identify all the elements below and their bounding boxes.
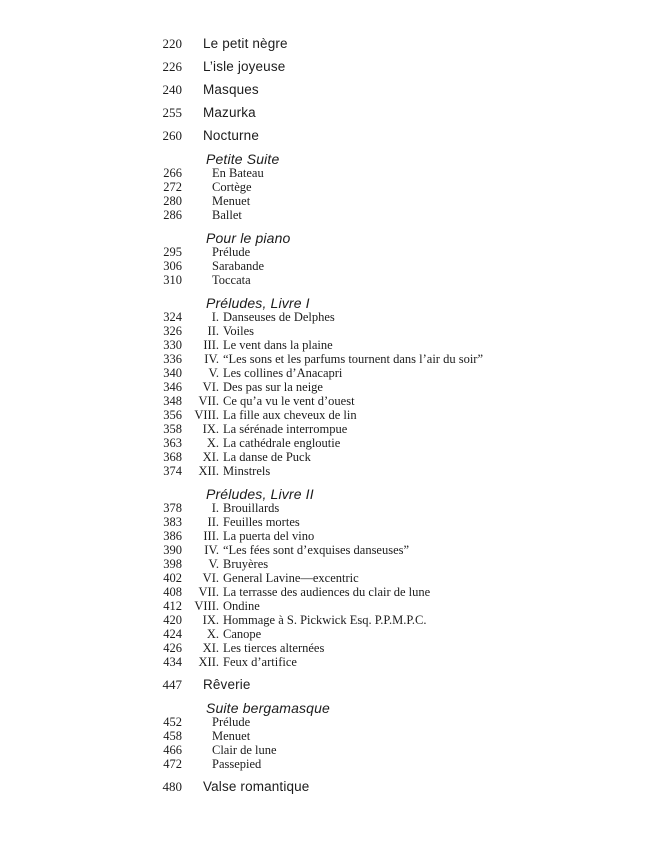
prelude-title: Ondine	[223, 599, 260, 613]
prelude-numeral: V.	[208, 557, 219, 571]
toc-entry	[0, 380, 648, 394]
prelude-numeral: V.	[208, 366, 219, 380]
prelude-title: Les collines d’Anacapri	[223, 366, 343, 380]
toc-entry	[0, 245, 648, 259]
page-number: 340	[163, 366, 182, 380]
prelude-numeral: III.	[203, 338, 219, 352]
toc-entry	[0, 599, 648, 613]
page-number: 336	[163, 352, 182, 366]
prelude-title: General Lavine—excentric	[223, 571, 359, 585]
toc-entry	[0, 436, 648, 450]
toc-entry	[0, 715, 648, 729]
prelude-title: La terrasse des audiences du clair de lune	[223, 585, 431, 599]
toc-entry	[0, 338, 648, 352]
page-number: 412	[163, 599, 182, 613]
toc-entry	[0, 515, 648, 529]
toc-entry	[0, 194, 648, 208]
toc-entry	[0, 166, 648, 180]
page-number: 346	[163, 380, 182, 394]
work-title: Masques	[203, 82, 259, 97]
toc-section-header	[0, 296, 648, 310]
page-number: 402	[163, 571, 182, 585]
prelude-title: Le vent dans la plaine	[223, 338, 333, 352]
prelude-title: Voiles	[223, 324, 255, 338]
prelude-title: La sérénade interrompue	[223, 422, 348, 436]
prelude-numeral: XI.	[202, 641, 219, 655]
toc-entry	[0, 501, 648, 515]
toc-entry	[0, 678, 648, 692]
toc-entry	[0, 324, 648, 338]
toc-entry	[0, 529, 648, 543]
page-number: 226	[162, 59, 182, 74]
toc-entry	[0, 464, 648, 478]
toc-entry	[0, 83, 648, 97]
prelude-numeral: VI.	[202, 380, 219, 394]
page-number: 280	[163, 194, 182, 208]
page-number: 326	[163, 324, 182, 338]
work-title: Le petit nègre	[203, 36, 288, 51]
toc-section-header	[0, 152, 648, 166]
toc-entry	[0, 259, 648, 273]
toc-entry	[0, 627, 648, 641]
page-number: 348	[163, 394, 182, 408]
page-number: 330	[163, 338, 182, 352]
section-title: Préludes, Livre II	[206, 486, 314, 502]
toc-entry	[0, 743, 648, 757]
prelude-title: Hommage à S. Pickwick Esq. P.P.M.P.C.	[223, 613, 427, 627]
page-number: 306	[163, 259, 182, 273]
section-title: Suite bergamasque	[206, 700, 330, 716]
toc-entry	[0, 585, 648, 599]
work-title: Valse romantique	[203, 779, 310, 794]
movement-title: Passepied	[212, 757, 262, 771]
prelude-title: Canope	[223, 627, 262, 641]
movement-title: Prélude	[212, 245, 251, 259]
work-title: L’isle joyeuse	[203, 59, 286, 74]
page-number: 272	[163, 180, 182, 194]
page-number: 386	[163, 529, 182, 543]
toc-entry	[0, 450, 648, 464]
work-title: Mazurka	[203, 105, 256, 120]
page-number: 458	[163, 729, 182, 743]
prelude-title: Ce qu’a vu le vent d’ouest	[223, 394, 355, 408]
toc-entry	[0, 352, 648, 366]
prelude-title: La fille aux cheveux de lin	[223, 408, 357, 422]
movement-title: Menuet	[212, 729, 251, 743]
prelude-title: La danse de Puck	[223, 450, 311, 464]
prelude-numeral: I.	[211, 501, 219, 515]
toc-entry	[0, 310, 648, 324]
prelude-numeral: VII.	[198, 394, 219, 408]
page-number: 420	[163, 613, 182, 627]
page-number: 378	[163, 501, 182, 515]
prelude-title: Minstrels	[223, 464, 271, 478]
movement-title: Ballet	[212, 208, 242, 222]
toc-entry	[0, 60, 648, 74]
prelude-title: Feux d’artifice	[223, 655, 297, 669]
movement-title: Toccata	[212, 273, 251, 287]
toc-entry	[0, 543, 648, 557]
page-number: 255	[162, 105, 182, 120]
prelude-numeral: X.	[206, 627, 219, 641]
prelude-numeral: VI.	[202, 571, 219, 585]
work-title: Nocturne	[203, 128, 259, 143]
toc-entry	[0, 208, 648, 222]
page-number: 447	[162, 677, 182, 692]
page-number: 424	[163, 627, 182, 641]
movement-title: Sarabande	[212, 259, 265, 273]
prelude-title: Bruyères	[223, 557, 269, 571]
prelude-numeral: XII.	[198, 655, 219, 669]
prelude-title: Danseuses de Delphes	[223, 310, 335, 324]
prelude-title: “Les fées sont d’exquises danseuses”	[223, 543, 410, 557]
prelude-numeral: VII.	[198, 585, 219, 599]
page-number: 408	[163, 585, 182, 599]
toc-entry	[0, 557, 648, 571]
prelude-numeral: IV.	[204, 352, 219, 366]
prelude-title: La puerta del vino	[223, 529, 315, 543]
prelude-numeral: IX.	[202, 422, 219, 436]
prelude-numeral: II.	[207, 515, 219, 529]
page-number: 368	[163, 450, 182, 464]
page-number: 363	[163, 436, 182, 450]
prelude-title: La cathédrale engloutie	[223, 436, 341, 450]
toc-entry	[0, 106, 648, 120]
page-number: 480	[162, 779, 182, 794]
toc-entry	[0, 408, 648, 422]
prelude-numeral: XII.	[198, 464, 219, 478]
movement-title: Menuet	[212, 194, 251, 208]
page-number: 356	[163, 408, 182, 422]
prelude-numeral: III.	[203, 529, 219, 543]
section-title: Préludes, Livre I	[206, 295, 310, 311]
prelude-title: Brouillards	[223, 501, 280, 515]
toc-entry	[0, 394, 648, 408]
prelude-numeral: IV.	[204, 543, 219, 557]
toc-entry	[0, 422, 648, 436]
prelude-title: Des pas sur la neige	[223, 380, 323, 394]
page-number: 286	[163, 208, 182, 222]
page-number: 374	[163, 464, 182, 478]
page-number: 434	[163, 655, 182, 669]
prelude-numeral: XI.	[202, 450, 219, 464]
toc-entry	[0, 366, 648, 380]
toc-entry	[0, 180, 648, 194]
toc-entry	[0, 757, 648, 771]
toc-section-header	[0, 231, 648, 245]
toc-entry	[0, 273, 648, 287]
prelude-numeral: VIII.	[194, 408, 219, 422]
prelude-title: Feuilles mortes	[223, 515, 300, 529]
page-number: 398	[163, 557, 182, 571]
page-number: 390	[163, 543, 182, 557]
prelude-numeral: VIII.	[194, 599, 219, 613]
page-number: 266	[163, 166, 182, 180]
toc-entry	[0, 641, 648, 655]
movement-title: Prélude	[212, 715, 251, 729]
page-number: 310	[163, 273, 182, 287]
toc-section-header	[0, 701, 648, 715]
work-title: Rêverie	[203, 677, 251, 692]
toc-entry	[0, 613, 648, 627]
page-number: 358	[163, 422, 182, 436]
section-title: Petite Suite	[206, 151, 280, 167]
toc-entry	[0, 37, 648, 51]
section-title: Pour le piano	[206, 230, 291, 246]
toc-section-header	[0, 487, 648, 501]
page-number: 240	[162, 82, 182, 97]
page-number: 452	[163, 715, 182, 729]
toc-entry	[0, 780, 648, 794]
page-number: 426	[163, 641, 182, 655]
page-number: 466	[163, 743, 182, 757]
page-number: 260	[162, 128, 182, 143]
toc-entry	[0, 655, 648, 669]
prelude-title: “Les sons et les parfums tournent dans l’air du soir”	[223, 352, 484, 366]
toc-entry	[0, 571, 648, 585]
prelude-numeral: X.	[206, 436, 219, 450]
movement-title: Clair de lune	[212, 743, 277, 757]
page-number: 472	[163, 757, 182, 771]
page-number: 383	[163, 515, 182, 529]
movement-title: Cortège	[212, 180, 252, 194]
toc-entry	[0, 729, 648, 743]
movement-title: En Bateau	[212, 166, 264, 180]
page-number: 295	[163, 245, 182, 259]
page-number: 220	[162, 36, 182, 51]
page-number: 324	[163, 310, 182, 324]
prelude-numeral: I.	[211, 310, 219, 324]
prelude-title: Les tierces alternées	[223, 641, 325, 655]
toc-entry	[0, 129, 648, 143]
prelude-numeral: II.	[207, 324, 219, 338]
prelude-numeral: IX.	[202, 613, 219, 627]
